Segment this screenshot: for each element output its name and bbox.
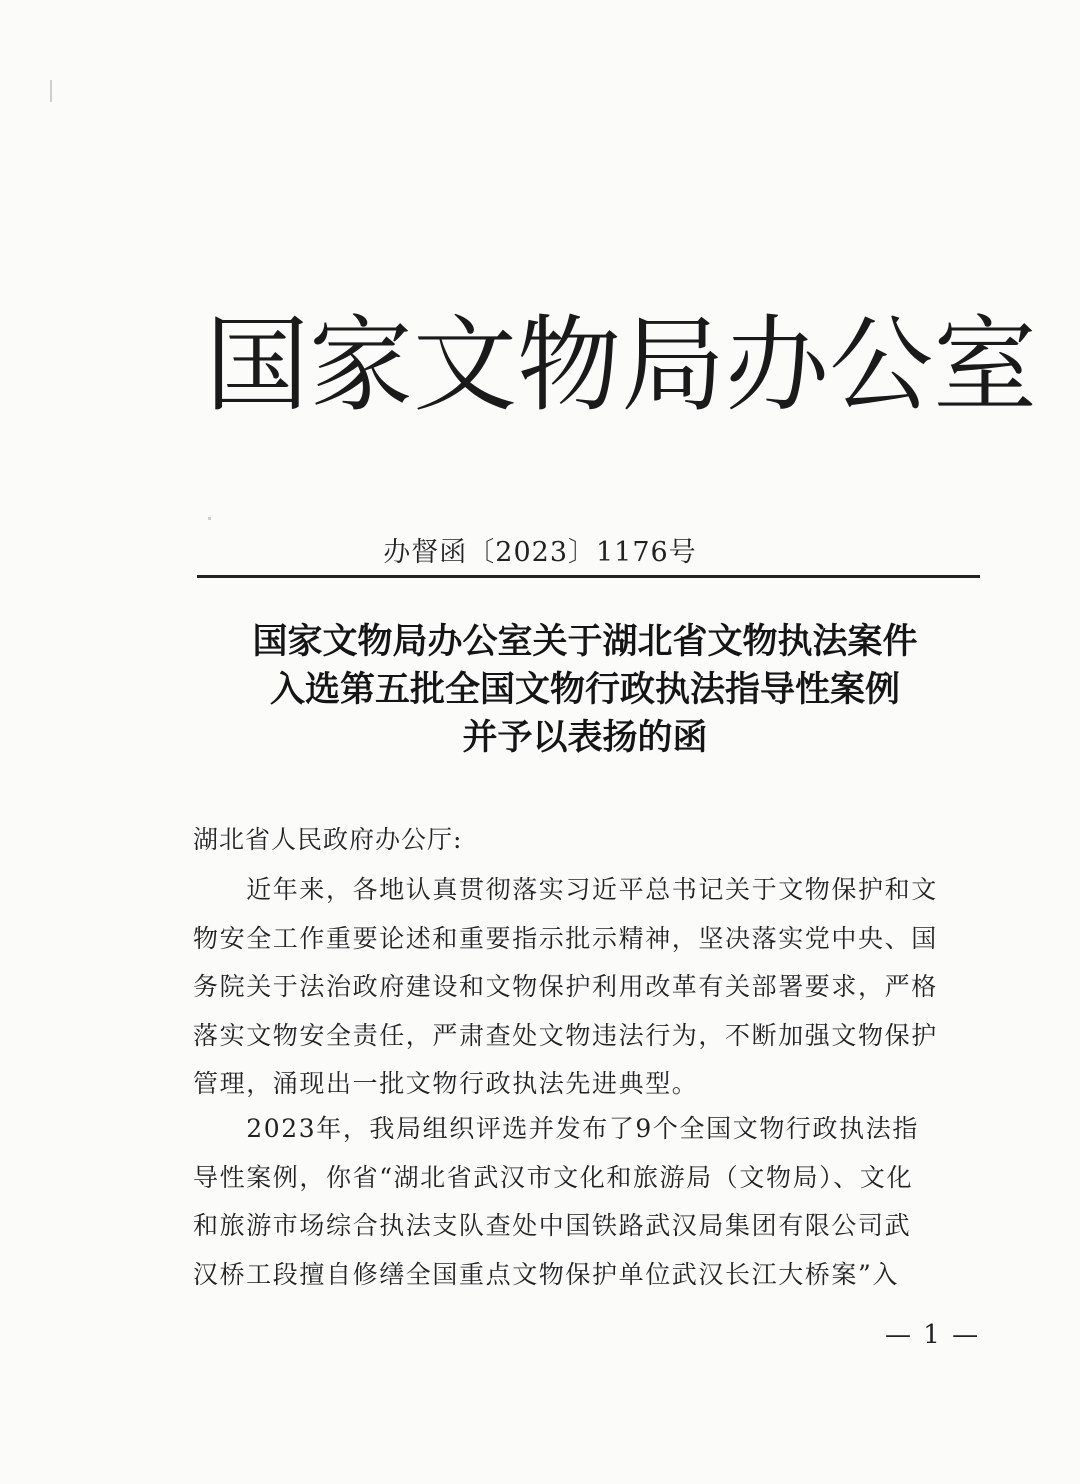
document-headline: [150, 618, 1020, 762]
org-title-char: 公: [829, 304, 934, 426]
header-divider: [197, 575, 980, 578]
body-paragraph-2: [193, 1105, 975, 1299]
paragraph-line: 落实文物安全责任，严肃查处文物违法行为，不断加强文物保护: [193, 1020, 938, 1050]
scan-speck: [208, 517, 211, 520]
org-title-char: 办: [725, 304, 830, 426]
org-title-char: 物: [517, 304, 622, 426]
org-title-char: 家: [309, 304, 414, 426]
paragraph-line: 务院关于法治政府建设和文物保护利用改革有关部署要求，严格: [193, 972, 938, 1001]
body-paragraph-1: [193, 866, 975, 1109]
paragraph-line: 管理，涌现出一批文物行政执法先进典型。: [193, 1069, 699, 1098]
paragraph-line: 导性案例，你省“湖北省武汉市文化和旅游局（文物局）、文化: [193, 1162, 914, 1192]
paragraph-line: 汉桥工段擅自修缮全国重点文物保护单位武汉长江大桥案”入: [193, 1259, 899, 1289]
issuing-organization-title: [205, 300, 1038, 430]
paragraph-line: 和旅游市场综合执法支队查处中国铁路武汉局集团有限公司武: [193, 1211, 912, 1240]
org-title-char: 国: [205, 304, 310, 426]
headline-line: 国家文物局办公室关于湖北省文物执法案件: [252, 622, 918, 662]
paragraph-line: 近年来，各地认真贯彻落实习近平总书记关于文物保护和文: [193, 875, 938, 904]
scan-speck: [50, 80, 52, 102]
paragraph-line: 2023年，我局组织评选并发布了9个全国文物行政执法指: [193, 1114, 919, 1143]
document-number: 办督函〔2023〕1176号: [383, 537, 697, 568]
org-title-char: 局: [621, 304, 726, 426]
org-title-char: 文: [413, 304, 518, 426]
headline-line: 并予以表扬的函: [462, 718, 708, 758]
page-number: — 1 —: [885, 1320, 981, 1350]
headline-line: 入选第五批全国文物行政执法指导性案例: [269, 670, 900, 710]
org-title-char: 室: [933, 304, 1038, 426]
salutation: 湖北省人民政府办公厅:: [193, 825, 463, 854]
paragraph-line: 物安全工作重要论述和重要指示批示精神，坚决落实党中央、国: [193, 923, 938, 953]
